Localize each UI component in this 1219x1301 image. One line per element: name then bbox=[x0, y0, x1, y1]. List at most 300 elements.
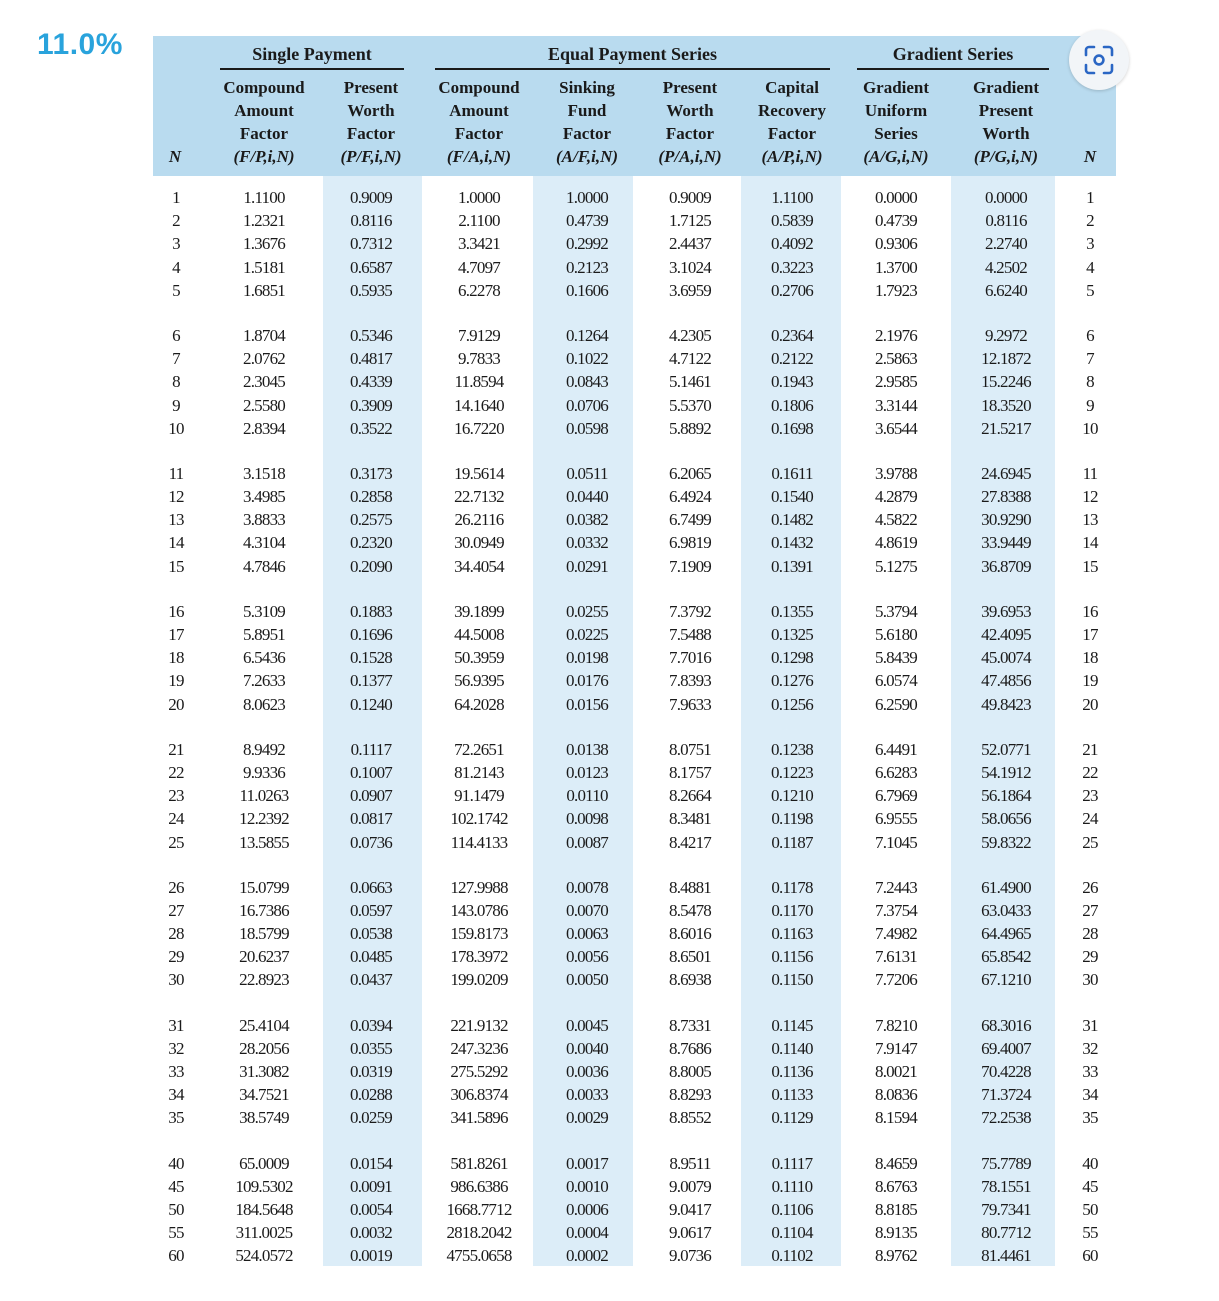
factor-cell: 0.0000 bbox=[875, 188, 917, 207]
period-cell-right: 23 bbox=[1082, 786, 1098, 806]
table-row bbox=[153, 209, 1116, 232]
table-row bbox=[153, 555, 1116, 578]
period-cell-right: 27 bbox=[1082, 900, 1098, 920]
factor-cell: 0.0843 bbox=[566, 372, 608, 392]
factor-cell: 8.6763 bbox=[875, 1176, 917, 1196]
factor-cell: 0.0063 bbox=[566, 924, 608, 944]
table-body bbox=[153, 186, 1116, 1290]
period-cell-right: 10 bbox=[1082, 418, 1098, 438]
period-cell-right: 32 bbox=[1082, 1038, 1098, 1058]
factor-cell: 0.0045 bbox=[566, 1015, 608, 1035]
table-row bbox=[153, 922, 1116, 945]
factor-cell: 8.4881 bbox=[669, 877, 711, 897]
factor-cell: 0.1102 bbox=[771, 1246, 813, 1266]
factor-cell: 0.0485 bbox=[350, 947, 392, 967]
period-cell-right: 22 bbox=[1082, 762, 1098, 782]
factor-cell: 7.7206 bbox=[875, 970, 917, 990]
period-cell-right: 4 bbox=[1086, 257, 1094, 277]
factor-cell: 2.9585 bbox=[875, 372, 917, 392]
factor-cell: 6.7969 bbox=[875, 786, 917, 806]
factor-cell: 5.8892 bbox=[669, 418, 711, 438]
factor-cell: 0.1696 bbox=[350, 625, 392, 644]
factor-cell: 0.0736 bbox=[350, 832, 392, 852]
factor-cell: 0.7312 bbox=[350, 234, 392, 254]
factor-cell: 9.9336 bbox=[243, 762, 285, 782]
table-row bbox=[153, 669, 1116, 692]
factor-cell: 8.5478 bbox=[669, 900, 711, 920]
factor-cell: 8.4659 bbox=[875, 1153, 917, 1173]
factor-cell: 0.1806 bbox=[771, 395, 813, 415]
factor-cell: 7.1045 bbox=[875, 832, 917, 852]
factor-cell: 102.1742 bbox=[450, 809, 508, 829]
interest-factor-table bbox=[153, 36, 1116, 1266]
factor-cell: 5.8951 bbox=[243, 625, 285, 644]
column-header-notation: (A/P,i,N) bbox=[761, 147, 823, 166]
column-header-label: Gradient Uniform Series bbox=[862, 78, 930, 143]
factor-cell: 0.4739 bbox=[875, 211, 917, 231]
factor-cell: 0.0019 bbox=[350, 1246, 392, 1266]
factor-cell: 0.1943 bbox=[771, 372, 813, 392]
period-cell-right: 6 bbox=[1086, 325, 1094, 345]
period-cell: 2 bbox=[172, 211, 180, 231]
factor-cell: 127.9988 bbox=[450, 877, 508, 897]
factor-cell: 3.8833 bbox=[243, 510, 285, 530]
period-cell-right: 9 bbox=[1086, 395, 1094, 415]
factor-cell: 7.3754 bbox=[875, 900, 917, 920]
factor-cell: 6.4924 bbox=[669, 487, 711, 507]
factor-cell: 2.5863 bbox=[875, 349, 917, 369]
factor-cell: 2.0762 bbox=[243, 349, 285, 369]
factor-cell: 34.7521 bbox=[239, 1085, 289, 1105]
period-cell: 29 bbox=[168, 947, 184, 967]
factor-cell: 8.3481 bbox=[669, 809, 711, 829]
period-cell: 30 bbox=[168, 970, 184, 990]
factor-cell: 56.1864 bbox=[981, 786, 1031, 806]
factor-cell: 47.4856 bbox=[981, 671, 1031, 691]
table-row bbox=[153, 324, 1116, 347]
factor-cell: 0.2858 bbox=[350, 487, 392, 507]
factor-cell: 0.0291 bbox=[566, 556, 608, 576]
table-row bbox=[153, 531, 1116, 554]
column-header-notation: (F/P,i,N) bbox=[233, 147, 295, 166]
period-cell-right: 20 bbox=[1082, 694, 1098, 714]
factor-cell: 0.8116 bbox=[985, 211, 1027, 231]
factor-cell: 72.2651 bbox=[454, 739, 504, 759]
period-cell-right: 2 bbox=[1086, 211, 1094, 231]
period-cell: 35 bbox=[168, 1108, 184, 1128]
factor-cell: 0.0176 bbox=[566, 671, 608, 691]
factor-cell: 0.4739 bbox=[566, 211, 608, 231]
factor-cell: 22.7132 bbox=[454, 487, 504, 507]
factor-cell: 7.6131 bbox=[875, 947, 917, 967]
factor-cell: 0.0663 bbox=[350, 877, 392, 897]
period-cell: 33 bbox=[168, 1062, 184, 1081]
factor-cell: 38.5749 bbox=[239, 1108, 289, 1128]
factor-cell: 0.1611 bbox=[771, 463, 813, 483]
factor-cell: 0.1110 bbox=[771, 1176, 813, 1196]
factor-cell: 0.0032 bbox=[350, 1223, 392, 1243]
period-cell: 16 bbox=[168, 601, 184, 621]
factor-cell: 0.4817 bbox=[350, 349, 392, 369]
factor-cell: 0.0010 bbox=[566, 1176, 608, 1196]
period-cell-right: 7 bbox=[1086, 349, 1094, 369]
period-cell: 26 bbox=[168, 877, 184, 897]
factor-cell: 0.1276 bbox=[771, 671, 813, 691]
interest-rate-label: 11.0% bbox=[37, 28, 123, 61]
column-header-label: Present Worth Factor bbox=[662, 78, 718, 143]
factor-cell: 39.1899 bbox=[454, 601, 504, 621]
factor-cell: 81.4461 bbox=[981, 1246, 1031, 1266]
factor-cell: 581.8261 bbox=[450, 1153, 508, 1173]
factor-cell: 0.0110 bbox=[566, 786, 608, 806]
factor-cell: 0.2575 bbox=[350, 510, 392, 530]
table-row bbox=[153, 394, 1116, 417]
factor-cell: 0.0394 bbox=[350, 1015, 392, 1035]
factor-cell: 0.1223 bbox=[771, 762, 813, 782]
factor-cell: 0.0091 bbox=[350, 1176, 392, 1196]
period-cell: 21 bbox=[168, 739, 184, 759]
period-cell: 7 bbox=[172, 349, 180, 369]
period-cell: 24 bbox=[168, 809, 184, 829]
factor-cell: 4.8619 bbox=[875, 533, 917, 553]
factor-cell: 0.1129 bbox=[771, 1108, 813, 1128]
factor-cell: 79.7341 bbox=[981, 1199, 1031, 1219]
factor-cell: 0.1238 bbox=[771, 739, 813, 759]
factor-cell: 7.9129 bbox=[458, 325, 500, 345]
factor-cell: 45.0074 bbox=[981, 648, 1031, 668]
factor-cell: 0.0033 bbox=[566, 1085, 608, 1105]
factor-cell: 0.1298 bbox=[771, 648, 813, 668]
period-cell: 20 bbox=[168, 694, 184, 714]
factor-cell: 0.1240 bbox=[350, 694, 392, 714]
factor-cell: 0.1007 bbox=[350, 762, 392, 782]
period-cell-right: 35 bbox=[1082, 1108, 1098, 1128]
factor-cell: 69.4007 bbox=[981, 1038, 1031, 1058]
factor-cell: 24.6945 bbox=[981, 463, 1031, 483]
factor-cell: 42.4095 bbox=[981, 625, 1031, 644]
factor-cell: 0.0288 bbox=[350, 1085, 392, 1105]
period-cell: 18 bbox=[168, 648, 184, 668]
factor-cell: 0.3223 bbox=[771, 257, 813, 277]
table-row bbox=[153, 1221, 1116, 1244]
factor-cell: 8.6016 bbox=[669, 924, 711, 944]
factor-cell: 71.3724 bbox=[981, 1085, 1031, 1105]
factor-cell: 0.1133 bbox=[771, 1085, 813, 1105]
factor-cell: 36.8709 bbox=[981, 556, 1031, 576]
factor-cell: 5.1461 bbox=[669, 372, 711, 392]
factor-cell: 109.5302 bbox=[235, 1176, 293, 1196]
column-header bbox=[531, 76, 643, 168]
period-cell-right: 12 bbox=[1082, 487, 1098, 507]
factor-cell: 9.0736 bbox=[669, 1246, 711, 1266]
column-header bbox=[634, 76, 746, 168]
factor-cell: 0.1432 bbox=[771, 533, 813, 553]
period-cell-right: 21 bbox=[1082, 739, 1098, 759]
factor-cell: 18.5799 bbox=[239, 924, 289, 944]
n-header-left: N bbox=[168, 147, 182, 166]
row-group bbox=[153, 876, 1116, 992]
factor-cell: 0.3173 bbox=[350, 463, 392, 483]
factor-cell: 0.0355 bbox=[350, 1038, 392, 1058]
factor-cell: 6.4491 bbox=[875, 739, 917, 759]
factor-cell: 0.0006 bbox=[566, 1199, 608, 1219]
factor-cell: 11.0263 bbox=[239, 786, 289, 806]
factor-cell: 0.0138 bbox=[566, 739, 608, 759]
period-cell: 5 bbox=[172, 280, 180, 300]
factor-cell: 7.2443 bbox=[875, 877, 917, 897]
table-row bbox=[153, 600, 1116, 623]
period-cell-right: 34 bbox=[1082, 1085, 1098, 1105]
factor-cell: 13.5855 bbox=[239, 832, 289, 852]
factor-cell: 0.0029 bbox=[566, 1108, 608, 1128]
factor-cell: 0.4339 bbox=[350, 372, 392, 392]
factor-cell: 9.0617 bbox=[669, 1223, 711, 1243]
period-cell-right: 16 bbox=[1082, 601, 1098, 621]
factor-cell: 0.0319 bbox=[350, 1062, 392, 1081]
factor-cell: 6.2065 bbox=[669, 463, 711, 483]
group-title-equal-payment: Equal Payment Series bbox=[548, 44, 717, 64]
factor-cell: 54.1912 bbox=[981, 762, 1031, 782]
factor-cell: 8.0751 bbox=[669, 739, 711, 759]
factor-cell: 8.0021 bbox=[875, 1062, 917, 1081]
factor-cell: 0.0050 bbox=[566, 970, 608, 990]
factor-cell: 78.1551 bbox=[981, 1176, 1031, 1196]
factor-cell: 3.9788 bbox=[875, 463, 917, 483]
table-row bbox=[153, 646, 1116, 669]
period-cell: 14 bbox=[168, 533, 184, 553]
factor-cell: 28.2056 bbox=[239, 1038, 289, 1058]
factor-cell: 49.8423 bbox=[981, 694, 1031, 714]
period-cell: 1 bbox=[172, 188, 180, 207]
factor-cell: 184.5648 bbox=[235, 1199, 293, 1219]
factor-cell: 0.0597 bbox=[350, 900, 392, 920]
factor-cell: 5.3794 bbox=[875, 601, 917, 621]
column-header-notation: (P/A,i,N) bbox=[658, 147, 722, 166]
factor-cell: 0.1150 bbox=[771, 970, 813, 990]
period-cell: 23 bbox=[168, 786, 184, 806]
factor-cell: 1.0000 bbox=[458, 188, 500, 207]
period-cell: 13 bbox=[168, 510, 184, 530]
group-divider bbox=[220, 68, 404, 70]
factor-cell: 0.5346 bbox=[350, 325, 392, 345]
period-cell: 15 bbox=[168, 556, 184, 576]
table-row bbox=[153, 256, 1116, 279]
table-row bbox=[153, 876, 1116, 899]
factor-cell: 59.8322 bbox=[981, 832, 1031, 852]
factor-cell: 0.0154 bbox=[350, 1153, 392, 1173]
factor-cell: 19.5614 bbox=[454, 463, 504, 483]
factor-cell: 61.4900 bbox=[981, 877, 1031, 897]
factor-cell: 0.0004 bbox=[566, 1223, 608, 1243]
factor-cell: 0.1606 bbox=[566, 280, 608, 300]
factor-cell: 7.8393 bbox=[669, 671, 711, 691]
factor-cell: 0.0598 bbox=[566, 418, 608, 438]
table-row bbox=[153, 370, 1116, 393]
factor-cell: 1.2321 bbox=[243, 211, 285, 231]
factor-cell: 0.0056 bbox=[566, 947, 608, 967]
factor-cell: 0.0017 bbox=[566, 1153, 608, 1173]
factor-cell: 6.6240 bbox=[985, 280, 1027, 300]
factor-cell: 15.2246 bbox=[981, 372, 1031, 392]
table-row bbox=[153, 693, 1116, 716]
factor-cell: 0.1140 bbox=[771, 1038, 813, 1058]
factor-cell: 2818.2042 bbox=[446, 1223, 512, 1243]
factor-cell: 0.2123 bbox=[566, 257, 608, 277]
row-group bbox=[153, 462, 1116, 578]
factor-cell: 0.0000 bbox=[985, 188, 1027, 207]
factor-cell: 2.3045 bbox=[243, 372, 285, 392]
factor-cell: 0.0259 bbox=[350, 1108, 392, 1128]
factor-cell: 31.3082 bbox=[239, 1062, 289, 1081]
period-cell: 45 bbox=[168, 1176, 184, 1196]
factor-cell: 30.9290 bbox=[981, 510, 1031, 530]
factor-cell: 52.0771 bbox=[981, 739, 1031, 759]
factor-cell: 30.0949 bbox=[454, 533, 504, 553]
factor-cell: 0.2706 bbox=[771, 280, 813, 300]
factor-cell: 0.1163 bbox=[771, 924, 813, 944]
factor-cell: 16.7386 bbox=[239, 900, 289, 920]
row-group bbox=[153, 738, 1116, 854]
column-header bbox=[423, 76, 535, 168]
factor-cell: 4.3104 bbox=[243, 533, 285, 553]
factor-cell: 65.0009 bbox=[239, 1153, 289, 1173]
factor-cell: 0.2090 bbox=[350, 556, 392, 576]
factor-cell: 4.7122 bbox=[669, 349, 711, 369]
factor-cell: 3.6959 bbox=[669, 280, 711, 300]
period-cell: 50 bbox=[168, 1199, 184, 1219]
factor-cell: 6.9555 bbox=[875, 809, 917, 829]
period-cell: 40 bbox=[168, 1153, 184, 1173]
period-cell-right: 55 bbox=[1082, 1223, 1098, 1243]
table-row bbox=[153, 784, 1116, 807]
factor-cell: 0.1528 bbox=[350, 648, 392, 668]
factor-cell: 1.1100 bbox=[771, 188, 813, 207]
factor-cell: 8.8005 bbox=[669, 1062, 711, 1081]
factor-cell: 0.0225 bbox=[566, 625, 608, 644]
factor-cell: 0.6587 bbox=[350, 257, 392, 277]
period-cell-right: 13 bbox=[1082, 510, 1098, 530]
table-row bbox=[153, 831, 1116, 854]
factor-cell: 0.1156 bbox=[771, 947, 813, 967]
table-row bbox=[153, 738, 1116, 761]
factor-cell: 1668.7712 bbox=[446, 1199, 512, 1219]
factor-cell: 1.7923 bbox=[875, 280, 917, 300]
factor-cell: 7.1909 bbox=[669, 556, 711, 576]
period-cell-right: 28 bbox=[1082, 924, 1098, 944]
factor-cell: 81.2143 bbox=[454, 762, 504, 782]
factor-cell: 1.7125 bbox=[669, 211, 711, 231]
factor-cell: 2.1100 bbox=[458, 211, 500, 231]
period-cell-right: 40 bbox=[1082, 1153, 1098, 1173]
period-cell: 22 bbox=[168, 762, 184, 782]
factor-cell: 0.1117 bbox=[771, 1153, 813, 1173]
factor-cell: 0.1325 bbox=[771, 625, 813, 644]
factor-cell: 0.0156 bbox=[566, 694, 608, 714]
period-cell: 11 bbox=[168, 463, 184, 483]
factor-cell: 0.5935 bbox=[350, 280, 392, 300]
period-cell: 27 bbox=[168, 900, 184, 920]
factor-cell: 0.0054 bbox=[350, 1199, 392, 1219]
factor-cell: 0.1117 bbox=[350, 739, 392, 759]
period-cell-right: 3 bbox=[1086, 234, 1094, 254]
factor-cell: 7.2633 bbox=[243, 671, 285, 691]
factor-cell: 9.0079 bbox=[669, 1176, 711, 1196]
group-title-gradient: Gradient Series bbox=[892, 44, 1014, 64]
factor-cell: 7.7016 bbox=[669, 648, 711, 668]
factor-cell: 0.9009 bbox=[350, 188, 392, 207]
factor-cell: 0.1106 bbox=[771, 1199, 813, 1219]
period-cell: 32 bbox=[168, 1038, 184, 1058]
factor-cell: 20.6237 bbox=[239, 947, 289, 967]
factor-cell: 0.2320 bbox=[350, 533, 392, 553]
factor-cell: 33.9449 bbox=[981, 533, 1031, 553]
factor-cell: 8.9762 bbox=[875, 1246, 917, 1266]
factor-cell: 58.0656 bbox=[981, 809, 1031, 829]
factor-cell: 2.8394 bbox=[243, 418, 285, 438]
factor-cell: 5.3109 bbox=[243, 601, 285, 621]
factor-cell: 8.6938 bbox=[669, 970, 711, 990]
factor-cell: 0.1178 bbox=[771, 877, 813, 897]
factor-cell: 68.3016 bbox=[981, 1015, 1031, 1035]
factor-cell: 7.3792 bbox=[669, 601, 711, 621]
row-group bbox=[153, 186, 1116, 302]
factor-cell: 34.4054 bbox=[454, 556, 504, 576]
factor-cell: 67.1210 bbox=[981, 970, 1031, 990]
factor-cell: 0.2122 bbox=[771, 349, 813, 369]
period-cell-right: 60 bbox=[1082, 1246, 1098, 1266]
factor-cell: 0.0382 bbox=[566, 510, 608, 530]
factor-cell: 6.2590 bbox=[875, 694, 917, 714]
factor-cell: 2.2740 bbox=[985, 234, 1027, 254]
table-row bbox=[153, 899, 1116, 922]
column-header bbox=[950, 76, 1062, 168]
factor-cell: 70.4228 bbox=[981, 1062, 1031, 1081]
factor-cell: 8.7686 bbox=[669, 1038, 711, 1058]
factor-cell: 8.8293 bbox=[669, 1085, 711, 1105]
factor-cell: 3.3144 bbox=[875, 395, 917, 415]
period-cell: 6 bbox=[172, 325, 180, 345]
column-header bbox=[736, 76, 848, 168]
factor-cell: 114.4133 bbox=[450, 832, 508, 852]
n-header-right: N bbox=[1083, 147, 1097, 166]
period-cell: 3 bbox=[172, 234, 180, 254]
column-header-notation: (P/F,i,N) bbox=[340, 147, 402, 166]
factor-cell: 1.1100 bbox=[243, 188, 285, 207]
period-cell-right: 29 bbox=[1082, 947, 1098, 967]
period-cell-right: 26 bbox=[1082, 877, 1098, 897]
period-cell-right: 33 bbox=[1082, 1062, 1098, 1081]
table-row bbox=[153, 462, 1116, 485]
period-cell: 19 bbox=[168, 671, 184, 691]
factor-cell: 80.7712 bbox=[981, 1223, 1031, 1243]
factor-cell: 0.1482 bbox=[771, 510, 813, 530]
group-title-single-payment: Single Payment bbox=[252, 44, 372, 64]
factor-cell: 0.1377 bbox=[350, 671, 392, 691]
table-row bbox=[153, 1106, 1116, 1129]
period-cell: 17 bbox=[168, 625, 184, 644]
factor-cell: 39.6953 bbox=[981, 601, 1031, 621]
factor-cell: 2.4437 bbox=[669, 234, 711, 254]
factor-cell: 0.3522 bbox=[350, 418, 392, 438]
period-cell-right: 15 bbox=[1082, 556, 1098, 576]
column-header-label: Gradient Present Worth bbox=[972, 78, 1040, 143]
period-cell: 12 bbox=[168, 487, 184, 507]
period-cell-right: 1 bbox=[1086, 188, 1094, 207]
scan-icon[interactable] bbox=[1069, 30, 1129, 90]
row-group bbox=[153, 600, 1116, 716]
factor-cell: 0.0002 bbox=[566, 1246, 608, 1266]
factor-cell: 8.0836 bbox=[875, 1085, 917, 1105]
